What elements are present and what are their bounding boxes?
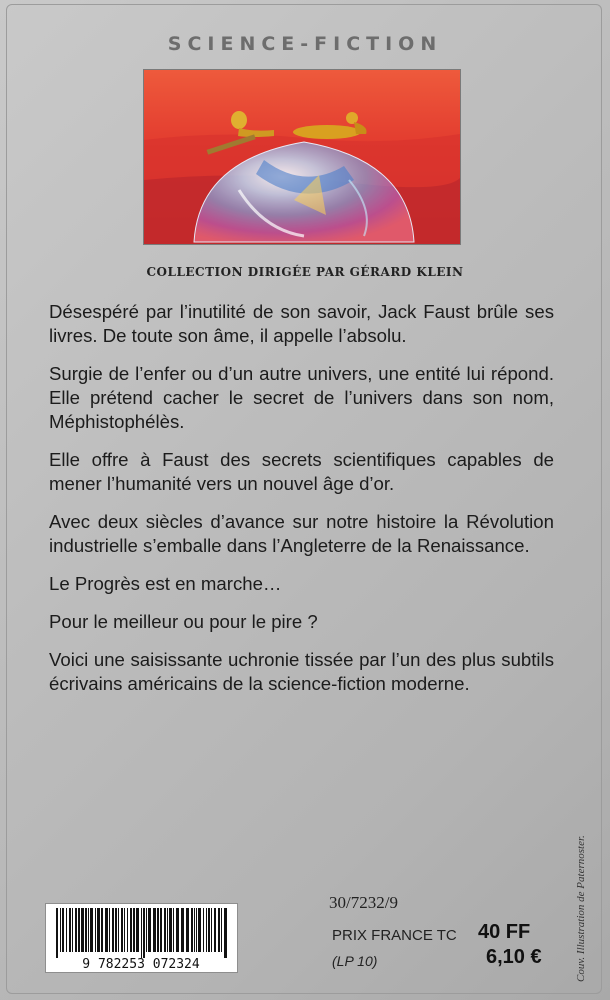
barcode-bar [203,908,204,952]
barcode-bar [169,908,172,952]
barcode-bar [124,908,125,952]
barcode-bar [62,908,64,952]
barcode-bar [97,908,100,952]
blurb-paragraph: Voici une saisissante uchronie tissée par l’un des plus subtils écrivains américains de la science-fiction moderne. [49,649,554,694]
price-euros: 6,10 € [486,946,542,968]
barcode-bar [105,908,108,952]
barcode-bar [198,908,201,952]
catalog-number: 30/7232/9 [329,893,398,912]
blurb-paragraph: Elle offre à Faust des secrets scientifiques capables de mener l’humanité vers un nouvel âge d’or. [49,449,554,494]
barcode-bar [72,908,73,952]
barcode-bar [194,908,195,952]
barcode-bar [211,908,212,952]
blurb-paragraph: Désespéré par l’inutilité de son savoir, Jack Faust brûle ses livres. De toute son âme, il appelle l’absolu. [49,301,554,346]
barcode-bar [127,908,128,952]
barcode-bar [176,908,179,952]
back-cover-blurb [49,300,554,710]
barcode-bar [121,908,123,952]
barcode-bar [115,908,117,952]
barcode-bar [181,908,184,952]
barcode-bars [46,904,237,972]
barcode-bar [118,908,119,952]
barcode-bar [208,908,210,952]
collection-line: COLLECTION DIRIGÉE PAR GÉRARD KLEIN [146,265,464,279]
barcode-bar [60,908,61,952]
barcode [45,903,238,973]
barcode-bar [160,908,162,952]
barcode-bar [214,908,216,952]
blurb-paragraph: Pour le meilleur ou pour le pire ? [49,611,318,632]
barcode-bar [136,908,139,952]
barcode-bar [153,908,156,952]
cover-illustration [143,69,461,245]
blurb-paragraph: Avec deux siècles d’avance sur notre histoire la Révolution industrielle s’emballe dans l’Angleterre de la Renaissance. [49,511,554,556]
barcode-bar [112,908,114,952]
barcode-bar [85,908,87,952]
barcode-bar [143,908,145,958]
barcode-bar [206,908,207,952]
barcode-bar [95,908,96,952]
price-francs: 40 FF [478,921,531,943]
blurb-paragraph: Surgie de l’enfer ou d’un autre univers, une entité lui répond. Elle prétend cacher le secret de l’univers dans son nom, Méphistophélès. [49,363,554,432]
barcode-bar [221,908,222,952]
barcode-bar [191,908,193,952]
barcode-bar [133,908,135,952]
barcode-bar [157,908,159,952]
barcode-bar [130,908,132,952]
blurb-paragraph: Le Progrès est en marche… [49,573,282,594]
barcode-bar [167,908,168,952]
barcode-bar [148,908,151,952]
series-title: SCIENCE-FICTION [167,33,443,55]
price-label: PRIX FRANCE TC [332,927,457,944]
barcode-bar [75,908,77,952]
barcode-bar [224,908,227,958]
barcode-bar [186,908,189,952]
barcode-bar [90,908,93,952]
barcode-bar [196,908,197,952]
barcode-bar [66,908,67,952]
barcode-bar [88,908,89,952]
price-code: (LP 10) [332,953,378,969]
barcode-bar [173,908,174,952]
barcode-bar [101,908,103,952]
barcode-bar [109,908,110,952]
barcode-bar [81,908,84,952]
barcode-digits: 9 782253 072324 [82,957,200,972]
barcode-bar [56,908,58,958]
barcode-bar [164,908,166,952]
barcode-bar [69,908,71,952]
barcode-bar [146,908,147,952]
illustration-credit: Couv. Illustration de Paternoster. [575,835,587,982]
barcode-bar [141,908,142,958]
barcode-bar [218,908,220,952]
barcode-bar [78,908,80,952]
